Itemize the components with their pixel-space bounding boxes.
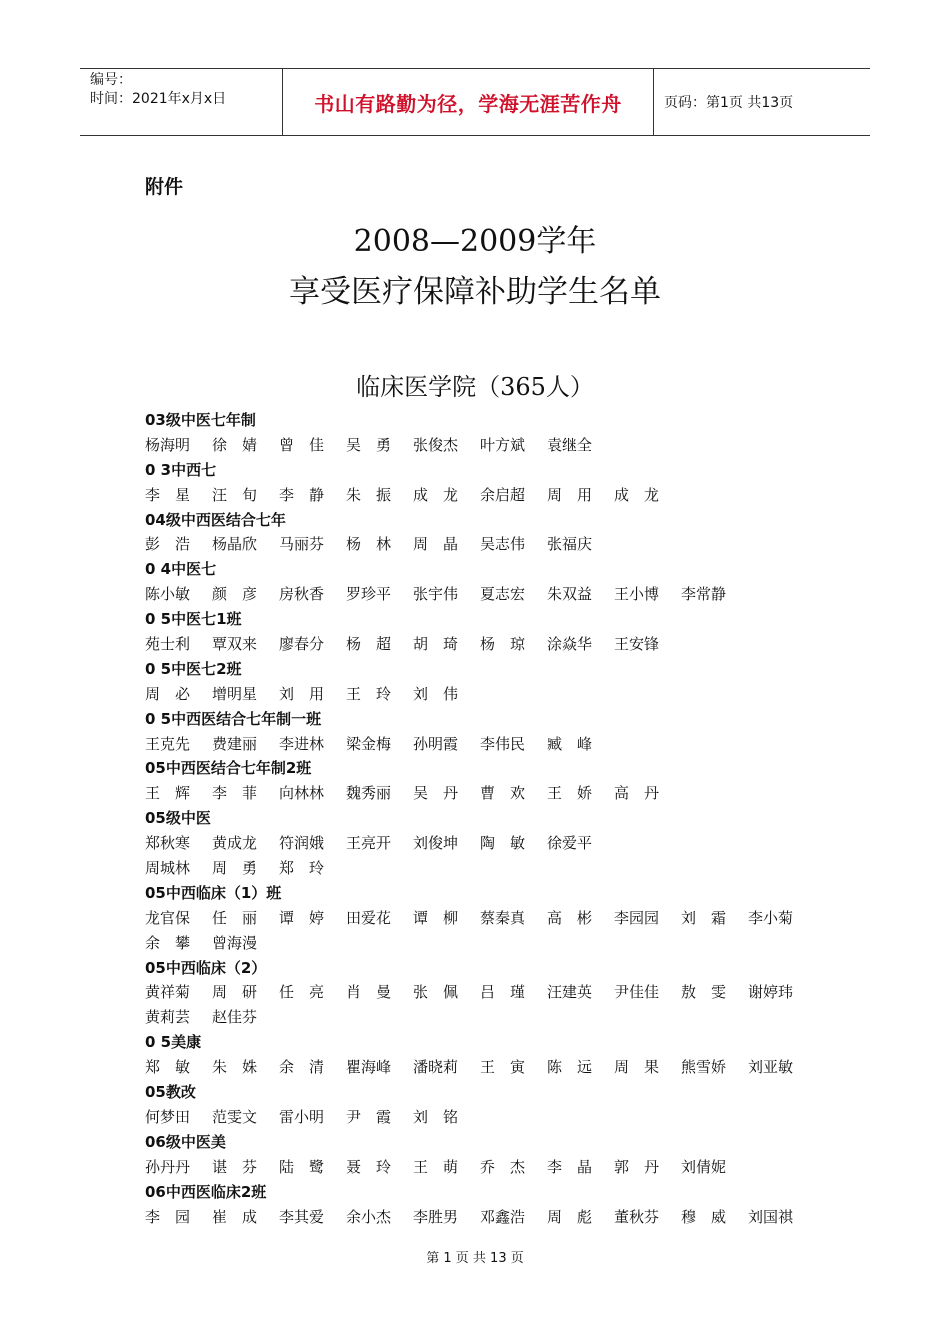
student-name: 李园园 — [614, 908, 660, 927]
student-name: 颜 彦 — [212, 585, 258, 604]
student-name: 高 彬 — [547, 908, 593, 927]
student-name: 穆 威 — [681, 1207, 727, 1226]
student-name: 王 辉 — [145, 784, 191, 803]
student-name: 郑 敏 — [145, 1058, 191, 1077]
student-name: 周 晶 — [413, 535, 459, 554]
student-name: 熊雪娇 — [681, 1058, 727, 1077]
student-name: 刘 铭 — [413, 1107, 459, 1126]
student-name: 魏秀丽 — [346, 784, 392, 803]
student-name: 龙官保 — [145, 908, 191, 927]
student-name: 苑士利 — [145, 635, 191, 654]
student-name: 李常静 — [681, 585, 727, 604]
name-row — [145, 781, 845, 806]
student-name: 成 龙 — [614, 485, 660, 504]
name-row — [145, 532, 845, 557]
student-name: 朱 振 — [346, 485, 392, 504]
class-heading: 03级中医七年制 — [145, 411, 256, 429]
student-name: 潘晓莉 — [413, 1058, 459, 1077]
student-name: 周 用 — [547, 485, 593, 504]
name-row — [145, 682, 845, 707]
time-label: 时间：2021年x月x日 — [90, 91, 227, 107]
student-name: 张福庆 — [547, 535, 593, 554]
student-name: 郑 玲 — [279, 859, 325, 878]
student-name: 崔 成 — [212, 1207, 258, 1226]
student-name: 曾 佳 — [279, 435, 325, 454]
class-heading: 06级中医美 — [145, 1132, 226, 1151]
student-name: 房秋香 — [279, 585, 325, 604]
name-row — [145, 582, 845, 607]
student-name: 赵佳芬 — [212, 1008, 258, 1027]
student-name: 黄莉芸 — [145, 1008, 191, 1027]
student-name: 杨 林 — [346, 535, 392, 554]
student-name: 王 娇 — [547, 784, 593, 803]
student-name: 谌 芬 — [212, 1157, 258, 1176]
student-name: 李其爱 — [279, 1207, 325, 1226]
student-name: 郑秋寒 — [145, 834, 191, 853]
student-name: 聂 玲 — [346, 1157, 392, 1176]
class-heading: 0 3中西七 — [145, 460, 217, 479]
student-name: 费建丽 — [212, 734, 258, 753]
student-name: 曹 欢 — [480, 784, 526, 803]
class-heading: 0 4中医七 — [145, 560, 217, 579]
student-name: 周城林 — [145, 859, 191, 878]
name-row — [145, 1205, 845, 1230]
page-footer: 第 1 页 共 13 页 — [426, 1251, 524, 1266]
name-row — [145, 1005, 845, 1030]
class-heading: 04级中西医结合七年 — [145, 510, 286, 529]
student-name: 臧 峰 — [547, 734, 593, 753]
name-row — [145, 632, 845, 657]
student-name: 朱 姝 — [212, 1058, 258, 1077]
class-heading: 05教改 — [145, 1083, 196, 1102]
student-name: 王安锋 — [614, 635, 660, 654]
student-name: 陈 远 — [547, 1058, 593, 1077]
student-name: 符润娥 — [279, 834, 325, 853]
student-name: 王克先 — [145, 734, 191, 753]
student-name: 刘 用 — [279, 684, 325, 703]
student-name: 余启超 — [480, 485, 526, 504]
student-name: 吕 瑾 — [480, 983, 526, 1002]
student-name: 田爱花 — [346, 908, 392, 927]
class-heading: 0 5中西医结合七年制一班 — [145, 709, 322, 728]
student-name: 孙明霞 — [413, 734, 459, 753]
number-label: 编号： — [90, 72, 132, 88]
name-row — [145, 856, 845, 881]
student-name: 雷小明 — [279, 1107, 325, 1126]
student-name: 朱双益 — [547, 585, 593, 604]
student-name: 任 亮 — [279, 983, 325, 1002]
student-name: 李 菲 — [212, 784, 258, 803]
student-name: 张宇伟 — [413, 585, 459, 604]
student-name: 瞿海峰 — [346, 1058, 392, 1077]
name-row — [145, 1055, 845, 1080]
student-name: 增明星 — [212, 684, 258, 703]
student-name: 谭 婷 — [279, 908, 325, 927]
student-name: 徐爱平 — [547, 834, 593, 853]
class-heading: 05中西医结合七年制2班 — [145, 759, 312, 778]
student-name: 李 星 — [145, 485, 191, 504]
student-name: 尹 霞 — [346, 1107, 392, 1126]
student-name: 王 寅 — [480, 1058, 526, 1077]
student-name: 余 攀 — [145, 933, 191, 952]
student-name: 谢婷玮 — [748, 983, 794, 1002]
class-heading: 0 5中医七1班 — [145, 610, 242, 629]
class-heading: 05级中医 — [145, 809, 211, 828]
student-name: 王亮开 — [346, 834, 392, 853]
student-name: 成 龙 — [413, 485, 459, 504]
student-name: 张俊杰 — [413, 435, 459, 454]
student-name: 李 晶 — [547, 1157, 593, 1176]
student-name: 郭 丹 — [614, 1157, 660, 1176]
student-name: 高 丹 — [614, 784, 660, 803]
student-name: 肖 曼 — [346, 983, 392, 1002]
student-name: 刘国祺 — [748, 1207, 794, 1226]
student-name: 梁金梅 — [346, 734, 392, 753]
student-name: 李进林 — [279, 734, 325, 753]
student-name: 胡 琦 — [413, 635, 459, 654]
student-name: 李胜男 — [413, 1207, 459, 1226]
student-name: 叶方斌 — [480, 435, 526, 454]
student-name: 余 清 — [279, 1058, 325, 1077]
student-name: 邓鑫浩 — [480, 1207, 526, 1226]
student-name: 周 研 — [212, 983, 258, 1002]
name-row — [145, 831, 845, 856]
student-name: 刘倩妮 — [681, 1157, 727, 1176]
student-name: 黄祥菊 — [145, 983, 191, 1002]
student-name: 王小博 — [614, 585, 660, 604]
student-name: 周 果 — [614, 1058, 660, 1077]
student-name: 刘俊坤 — [413, 834, 459, 853]
name-row — [145, 732, 845, 757]
student-list — [145, 408, 845, 1229]
student-name: 王 萌 — [413, 1157, 459, 1176]
student-name: 李 园 — [145, 1207, 191, 1226]
student-name: 范雯文 — [212, 1107, 258, 1126]
student-name: 向林林 — [279, 784, 325, 803]
student-name: 刘 伟 — [413, 684, 459, 703]
student-name: 徐 婧 — [212, 435, 258, 454]
student-name: 汪建英 — [547, 983, 593, 1002]
student-name: 曾海漫 — [212, 933, 258, 952]
student-name: 陶 敏 — [480, 834, 526, 853]
student-name: 马丽芬 — [279, 535, 325, 554]
student-name: 蔡秦真 — [480, 908, 526, 927]
class-heading: 0 5美康 — [145, 1033, 202, 1052]
student-name: 李伟民 — [480, 734, 526, 753]
student-name: 周 必 — [145, 684, 191, 703]
student-name: 杨 琼 — [480, 635, 526, 654]
class-heading: 0 5中医七2班 — [145, 659, 242, 678]
header-page-label: 页码：第1页 共13页 — [664, 95, 794, 111]
student-name: 余小杰 — [346, 1207, 392, 1226]
document-header — [80, 68, 870, 136]
header-meta — [80, 69, 282, 135]
class-heading: 06中西医临床2班 — [145, 1182, 267, 1201]
college-heading: 临床医学院（365人） — [356, 373, 594, 401]
student-name: 吴 丹 — [413, 784, 459, 803]
student-name: 吴 勇 — [346, 435, 392, 454]
student-name: 周 彪 — [547, 1207, 593, 1226]
student-name: 袁继全 — [547, 435, 593, 454]
student-name: 乔 杰 — [480, 1157, 526, 1176]
student-name: 廖春分 — [279, 635, 325, 654]
student-name: 刘亚敏 — [748, 1058, 794, 1077]
student-name: 董秋芬 — [614, 1207, 660, 1226]
student-name: 陈小敏 — [145, 585, 191, 604]
student-name: 谭 柳 — [413, 908, 459, 927]
student-name: 尹佳佳 — [614, 983, 660, 1002]
name-row — [145, 980, 845, 1005]
class-heading: 05中西临床（2） — [145, 958, 267, 977]
student-name: 陆 鹭 — [279, 1157, 325, 1176]
student-name: 杨海明 — [145, 435, 191, 454]
header-motto: 书山有路勤为径，学海无涯苦作舟 — [282, 69, 654, 135]
student-name: 李 静 — [279, 485, 325, 504]
student-name: 张 佩 — [413, 983, 459, 1002]
student-name: 杨 超 — [346, 635, 392, 654]
student-name: 杨晶欣 — [212, 535, 258, 554]
student-name: 吴志伟 — [480, 535, 526, 554]
title-main: 享受医疗保障补助学生名单 — [289, 274, 661, 310]
name-row — [145, 931, 845, 956]
student-name: 孙丹丹 — [145, 1157, 191, 1176]
name-row — [145, 483, 845, 508]
student-name: 罗珍平 — [346, 585, 392, 604]
student-name: 涂焱华 — [547, 635, 593, 654]
attachment-label: 附件 — [145, 176, 184, 198]
student-name: 彭 浩 — [145, 535, 191, 554]
student-name: 覃双来 — [212, 635, 258, 654]
student-name: 汪 旬 — [212, 485, 258, 504]
name-row — [145, 1105, 845, 1130]
student-name: 敖 雯 — [681, 983, 727, 1002]
student-name: 王 玲 — [346, 684, 392, 703]
name-row — [145, 433, 845, 458]
student-name: 任 丽 — [212, 908, 258, 927]
student-name: 夏志宏 — [480, 585, 526, 604]
name-row — [145, 1155, 845, 1180]
name-row — [145, 906, 845, 931]
student-name: 周 勇 — [212, 859, 258, 878]
class-heading: 05中西临床（1）班 — [145, 883, 282, 902]
student-name: 何梦田 — [145, 1107, 191, 1126]
title-year: 2008—2009学年 — [353, 224, 597, 259]
student-name: 刘 霜 — [681, 908, 727, 927]
student-name: 李小菊 — [748, 908, 794, 927]
student-name: 黄成龙 — [212, 834, 258, 853]
